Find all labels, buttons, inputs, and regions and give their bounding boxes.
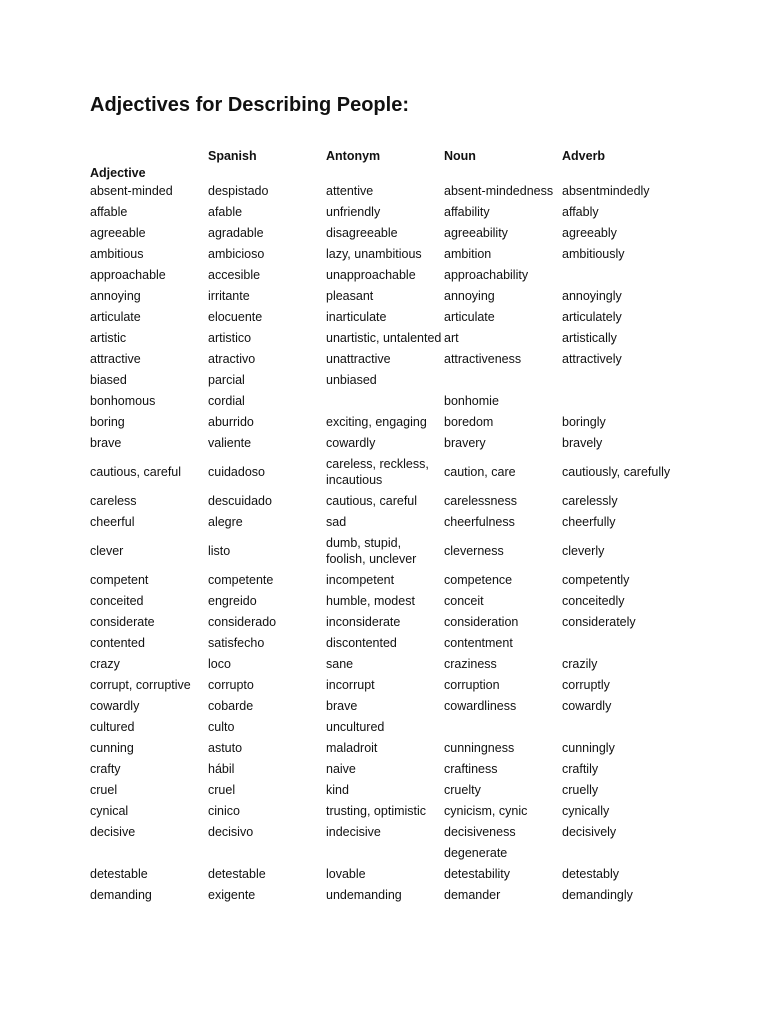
cell-antonym: naive — [326, 762, 356, 776]
cell-adjective: biased — [90, 373, 127, 387]
cell-adverb — [562, 843, 690, 864]
cell-noun: corruption — [444, 678, 500, 692]
cell-noun: demander — [444, 888, 501, 902]
cell-noun: boredom — [444, 415, 494, 429]
cell-noun: competence — [444, 573, 513, 587]
cell-adjective: detestable — [90, 867, 148, 881]
cell-noun: cruelty — [444, 783, 481, 797]
table-row — [90, 570, 690, 591]
cell-noun: approachability — [444, 268, 529, 282]
cell-adverb: conceitedly — [562, 594, 625, 608]
cell-adverb: attractively — [562, 352, 622, 366]
cell-adjective: cheerful — [90, 515, 135, 529]
cell-spanish — [208, 843, 326, 864]
cell-antonym: incorrupt — [326, 678, 375, 692]
table-row — [90, 307, 690, 328]
cell-adverb — [562, 391, 690, 412]
table-row — [90, 454, 690, 491]
header-spanish: Spanish — [208, 149, 257, 163]
cell-antonym: unbiased — [326, 373, 377, 387]
cell-spanish: cuidadoso — [208, 465, 265, 479]
cell-adverb: affably — [562, 205, 599, 219]
cell-spanish: culto — [208, 720, 235, 734]
cell-adjective: cowardly — [90, 699, 140, 713]
cell-adverb — [562, 265, 690, 286]
table-row — [90, 780, 690, 801]
cell-noun: cheerfulness — [444, 515, 515, 529]
cell-adjective: cultured — [90, 720, 135, 734]
cell-adverb: carelessly — [562, 494, 618, 508]
cell-adjective — [90, 843, 208, 864]
cell-adverb: corruptly — [562, 678, 610, 692]
table-row — [90, 738, 690, 759]
cell-noun — [444, 717, 562, 738]
table-row — [90, 391, 690, 412]
cell-adjective: cynical — [90, 804, 129, 818]
cell-spanish: corrupto — [208, 678, 254, 692]
cell-adjective: clever — [90, 544, 124, 558]
table-row — [90, 491, 690, 512]
cell-adverb — [562, 633, 690, 654]
cell-spanish: listo — [208, 544, 231, 558]
cell-noun: carelessness — [444, 494, 517, 508]
cell-adverb: cautiously, carefully — [562, 465, 671, 479]
cell-adverb — [562, 370, 690, 391]
cell-noun: cleverness — [444, 544, 504, 558]
cell-adverb: articulately — [562, 310, 622, 324]
cell-adverb: boringly — [562, 415, 606, 429]
cell-adjective: cruel — [90, 783, 118, 797]
cell-spanish: satisfecho — [208, 636, 265, 650]
table-row — [90, 654, 690, 675]
cell-spanish: exigente — [208, 888, 256, 902]
cell-adjective: demanding — [90, 888, 152, 902]
cell-noun: craftiness — [444, 762, 498, 776]
table-row — [90, 633, 690, 654]
table-row — [90, 370, 690, 391]
page-title: Adjectives for Describing People: — [90, 94, 409, 116]
cell-antonym: sad — [326, 515, 347, 529]
table-row — [90, 265, 690, 286]
cell-antonym: lazy, unambitious — [326, 247, 422, 261]
cell-adjective: corrupt, corruptive — [90, 678, 191, 692]
cell-spanish: cinico — [208, 804, 240, 818]
cell-adverb — [562, 717, 690, 738]
cell-adjective: boring — [90, 415, 125, 429]
cell-noun: cowardliness — [444, 699, 517, 713]
cell-adverb: absentmindedly — [562, 184, 650, 198]
table-row — [90, 202, 690, 223]
table-row — [90, 696, 690, 717]
table-row — [90, 244, 690, 265]
cell-adverb: cowardly — [562, 699, 612, 713]
cell-antonym: discontented — [326, 636, 397, 650]
cell-spanish: despistado — [208, 184, 269, 198]
cell-spanish: cobarde — [208, 699, 254, 713]
cell-adjective: cunning — [90, 741, 134, 755]
cell-antonym — [326, 843, 444, 864]
cell-antonym: unartistic, untalented — [326, 331, 442, 345]
cell-noun: detestability — [444, 867, 511, 881]
cell-antonym: indecisive — [326, 825, 381, 839]
cell-noun: contentment — [444, 636, 513, 650]
cell-adverb: cheerfully — [562, 515, 616, 529]
cell-adverb: detestably — [562, 867, 619, 881]
cell-adjective: careless — [90, 494, 137, 508]
cell-adverb: competently — [562, 573, 630, 587]
cell-adjective: artistic — [90, 331, 127, 345]
cell-noun — [444, 370, 562, 391]
header-adverb: Adverb — [562, 149, 606, 163]
cell-antonym: maladroit — [326, 741, 378, 755]
table-header-row — [90, 144, 690, 181]
cell-adjective: crafty — [90, 762, 121, 776]
cell-adverb: agreeably — [562, 226, 617, 240]
table-row — [90, 675, 690, 696]
cell-antonym: trusting, optimistic — [326, 804, 427, 818]
cell-antonym: kind — [326, 783, 349, 797]
cell-antonym: careless, reckless, incautious — [326, 457, 429, 487]
cell-adjective: attractive — [90, 352, 141, 366]
cell-adverb: decisively — [562, 825, 617, 839]
cell-spanish: hábil — [208, 762, 235, 776]
cell-noun: craziness — [444, 657, 497, 671]
cell-noun: agreeability — [444, 226, 508, 240]
cell-adverb: crazily — [562, 657, 598, 671]
cell-noun: ambition — [444, 247, 492, 261]
cell-adverb: cynically — [562, 804, 610, 818]
cell-spanish: decisivo — [208, 825, 254, 839]
table-row — [90, 843, 690, 864]
table-body — [90, 181, 690, 906]
table-row — [90, 822, 690, 843]
cell-adjective: considerate — [90, 615, 155, 629]
cell-antonym: uncultured — [326, 720, 385, 734]
cell-spanish: descuidado — [208, 494, 272, 508]
table-row — [90, 533, 690, 570]
table-row — [90, 885, 690, 906]
cell-adjective: crazy — [90, 657, 120, 671]
cell-adjective: cautious, careful — [90, 465, 182, 479]
cell-noun: cynicism, cynic — [444, 804, 528, 818]
cell-noun: articulate — [444, 310, 495, 324]
cell-adverb: cleverly — [562, 544, 605, 558]
cell-adjective: articulate — [90, 310, 141, 324]
cell-spanish: agradable — [208, 226, 264, 240]
cell-antonym: cautious, careful — [326, 494, 418, 508]
cell-antonym: cowardly — [326, 436, 376, 450]
cell-adjective: conceited — [90, 594, 144, 608]
cell-noun: art — [444, 331, 459, 345]
cell-antonym: undemanding — [326, 888, 402, 902]
cell-adjective: annoying — [90, 289, 141, 303]
cell-antonym: humble, modest — [326, 594, 415, 608]
table-row — [90, 759, 690, 780]
cell-adverb: demandingly — [562, 888, 633, 902]
cell-spanish: parcial — [208, 373, 245, 387]
cell-spanish: loco — [208, 657, 231, 671]
cell-noun: absent-mindedness — [444, 184, 554, 198]
cell-noun: affability — [444, 205, 490, 219]
cell-adverb: cunningly — [562, 741, 615, 755]
cell-noun: bonhomie — [444, 394, 499, 408]
cell-adverb: cruelly — [562, 783, 599, 797]
cell-antonym: unattractive — [326, 352, 391, 366]
cell-adjective: approachable — [90, 268, 166, 282]
cell-spanish: afable — [208, 205, 243, 219]
cell-adjective: contented — [90, 636, 145, 650]
cell-adjective: competent — [90, 573, 149, 587]
table-row — [90, 591, 690, 612]
table-row — [90, 612, 690, 633]
cell-adjective: ambitious — [90, 247, 144, 261]
cell-spanish: astuto — [208, 741, 243, 755]
cell-noun: consideration — [444, 615, 519, 629]
cell-adjective: brave — [90, 436, 122, 450]
cell-noun: decisiveness — [444, 825, 516, 839]
cell-adjective: decisive — [90, 825, 136, 839]
cell-spanish: considerado — [208, 615, 277, 629]
cell-adverb: artistically — [562, 331, 617, 345]
cell-spanish: detestable — [208, 867, 266, 881]
cell-antonym: brave — [326, 699, 358, 713]
cell-adverb: considerately — [562, 615, 636, 629]
cell-noun: attractiveness — [444, 352, 522, 366]
cell-spanish: engreido — [208, 594, 257, 608]
cell-antonym — [326, 391, 444, 412]
cell-spanish: cruel — [208, 783, 236, 797]
cell-adjective: bonhomous — [90, 394, 156, 408]
cell-noun: cunningness — [444, 741, 515, 755]
table-row — [90, 328, 690, 349]
cell-antonym: pleasant — [326, 289, 374, 303]
cell-spanish: aburrido — [208, 415, 254, 429]
cell-antonym: inconsiderate — [326, 615, 401, 629]
cell-antonym: exciting, engaging — [326, 415, 427, 429]
cell-noun: caution, care — [444, 465, 516, 479]
cell-antonym: unapproachable — [326, 268, 416, 282]
cell-antonym: disagreeable — [326, 226, 398, 240]
cell-adjective: affable — [90, 205, 128, 219]
cell-antonym: unfriendly — [326, 205, 381, 219]
cell-noun: annoying — [444, 289, 495, 303]
cell-antonym: lovable — [326, 867, 366, 881]
table-row — [90, 433, 690, 454]
cell-adverb: bravely — [562, 436, 603, 450]
cell-spanish: ambicioso — [208, 247, 265, 261]
cell-spanish: alegre — [208, 515, 243, 529]
cell-noun: degenerate — [444, 846, 508, 860]
cell-antonym: sane — [326, 657, 354, 671]
table-row — [90, 412, 690, 433]
cell-adverb: annoyingly — [562, 289, 622, 303]
cell-antonym: inarticulate — [326, 310, 387, 324]
cell-spanish: accesible — [208, 268, 261, 282]
table-row — [90, 181, 690, 202]
table-row — [90, 223, 690, 244]
header-adjective: Adjective — [90, 166, 146, 180]
cell-adverb: ambitiously — [562, 247, 625, 261]
cell-antonym: incompetent — [326, 573, 395, 587]
cell-spanish: artistico — [208, 331, 252, 345]
cell-adjective: agreeable — [90, 226, 146, 240]
table-row — [90, 286, 690, 307]
table-row — [90, 864, 690, 885]
cell-spanish: cordial — [208, 394, 245, 408]
cell-noun: conceit — [444, 594, 484, 608]
cell-spanish: competente — [208, 573, 274, 587]
cell-adverb: craftily — [562, 762, 599, 776]
cell-spanish: irritante — [208, 289, 250, 303]
table-row — [90, 717, 690, 738]
cell-adjective: absent-minded — [90, 184, 173, 198]
table-row — [90, 512, 690, 533]
header-noun: Noun — [444, 149, 476, 163]
header-antonym: Antonym — [326, 149, 381, 163]
cell-spanish: elocuente — [208, 310, 263, 324]
cell-spanish: atractivo — [208, 352, 256, 366]
table-row — [90, 349, 690, 370]
cell-noun: bravery — [444, 436, 486, 450]
cell-spanish: valiente — [208, 436, 252, 450]
table-row — [90, 801, 690, 822]
vocabulary-table — [90, 144, 690, 906]
cell-antonym: attentive — [326, 184, 374, 198]
cell-antonym: dumb, stupid, foolish, unclever — [326, 536, 417, 566]
